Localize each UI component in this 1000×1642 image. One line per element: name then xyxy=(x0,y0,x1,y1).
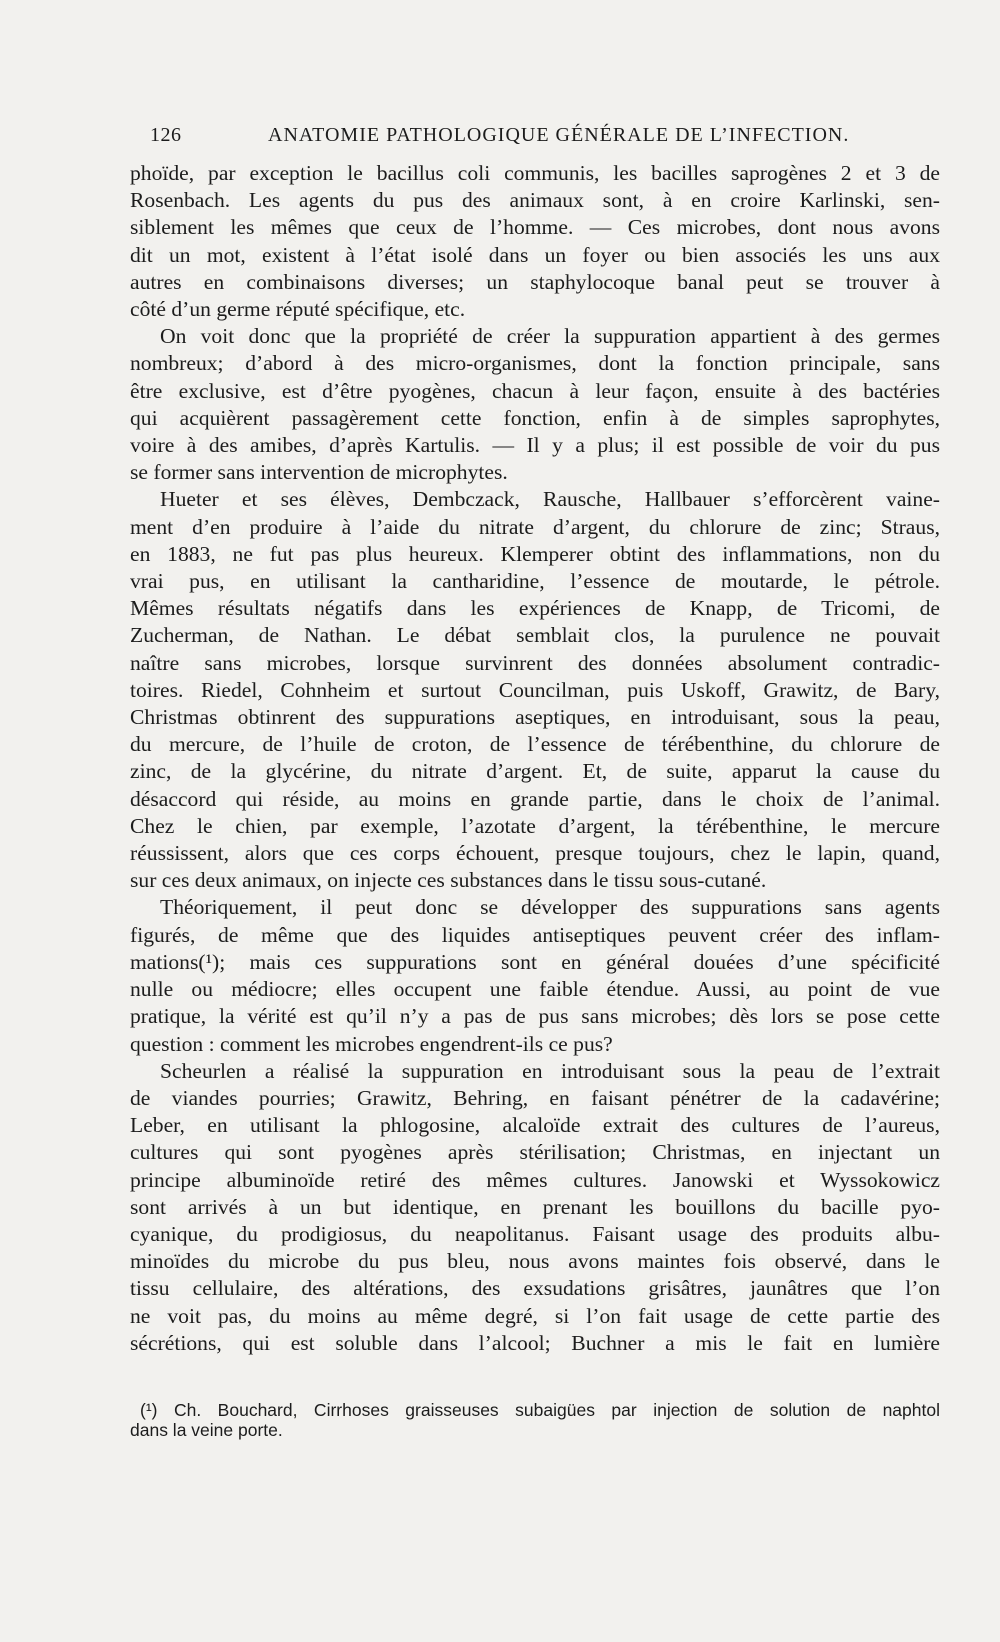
text-line: Christmas obtinrent des suppurations aseptiques, en introduisant, sous la peau, xyxy=(130,705,940,730)
running-title: ANATOMIE PATHOLOGIQUE GÉNÉRALE DE L’INFECTION. xyxy=(268,124,850,146)
text-line: On voit donc que la propriété de créer la suppuration appartient à des germes xyxy=(160,324,940,349)
text-line: siblement les mêmes que ceux de l’homme. — Ces microbes, dont nous avons xyxy=(130,215,940,240)
text-line: phoïde, par exception le bacillus coli communis, les bacilles saprogènes 2 et 3 de xyxy=(130,161,940,185)
page-number: 126 xyxy=(150,124,182,146)
text-line: principe albuminoïde retiré des mêmes cultures. Janowski et Wyssokowicz xyxy=(130,1167,940,1192)
text-line: figurés, de même que des liquides antiseptiques peuvent créer des inflam- xyxy=(130,922,940,947)
text-line: cyanique, du prodigiosus, du neapolitanus. Faisant usage des produits albu- xyxy=(130,1221,940,1246)
text-line: minoïdes du microbe du pus bleu, nous avons maintes fois observé, dans le xyxy=(130,1249,940,1274)
body-text xyxy=(130,160,940,1357)
footnote xyxy=(130,1400,940,1440)
text-line: naître sans microbes, lorsque survinrent des données absolument contradic- xyxy=(130,650,940,675)
text-line: Scheurlen a réalisé la suppuration en introduisant sous la peau de l’extrait xyxy=(160,1058,940,1083)
text-line: désaccord qui réside, au moins en grande partie, dans le choix de l’animal. xyxy=(130,786,940,811)
text-line: qui acquièrent passagèrement cette fonction, enfin à de simples saprophytes, xyxy=(130,405,940,430)
text-line: Leber, en utilisant la phlogosine, alcaloïde extrait des cultures de l’aureus, xyxy=(130,1113,940,1138)
text-line: du mercure, de l’huile de croton, de l’essence de térébenthine, du chlorure de xyxy=(130,732,940,757)
text-line: zinc, de la glycérine, du nitrate d’argent. Et, de suite, apparut la cause du xyxy=(130,759,940,784)
text-line: voire à des amibes, d’après Kartulis. — Il y a plus; il est possible de voir du pus xyxy=(130,433,940,458)
text-line: question : comment les microbes engendrent-ils ce pus? xyxy=(130,1031,613,1056)
text-line: côté d’un germe réputé spécifique, etc. xyxy=(130,297,466,322)
text-line: de viandes pourries; Grawitz, Behring, en faisant pénétrer de la cadavérine; xyxy=(130,1085,940,1110)
text-line: toires. Riedel, Cohnheim et surtout Councilman, puis Uskoff, Grawitz, de Bary, xyxy=(130,677,940,702)
text-line: être exclusive, est d’être pyogènes, chacun à leur façon, ensuite à des bactéries xyxy=(130,378,940,403)
text-line: ne voit pas, du moins au même degré, si l’on fait usage de cette partie des xyxy=(130,1303,940,1328)
text-line: mations(¹); mais ces suppurations sont en général douées d’une spécificité xyxy=(130,949,940,974)
text-line: Mêmes résultats négatifs dans les expériences de Knapp, de Tricomi, de xyxy=(130,596,940,621)
text-line: pratique, la vérité est qu’il n’y a pas de pus sans microbes; dès lors se pose cette xyxy=(130,1004,940,1029)
text-line: Hueter et ses élèves, Dembczack, Rausche, Hallbauer s’efforcèrent vaine- xyxy=(160,487,940,512)
text-line: Théoriquement, il peut donc se développer des suppurations sans agents xyxy=(160,895,940,920)
text-line: réussissent, alors que ces corps échouent, presque toujours, chez le lapin, quand, xyxy=(130,841,940,866)
text-line: ment d’en produire à l’aide du nitrate d’argent, du chlorure de zinc; Straus, xyxy=(130,514,940,539)
text-line: dit un mot, existent à l’état isolé dans un foyer ou bien associés les uns aux xyxy=(130,242,940,267)
footnote-line: dans la veine porte. xyxy=(130,1420,283,1440)
text-line: Rosenbach. Les agents du pus des animaux sont, à en croire Karlinski, sen- xyxy=(130,188,940,213)
text-line: Zucherman, de Nathan. Le débat semblait clos, la purulence ne pouvait xyxy=(130,623,940,648)
text-line: Chez le chien, par exemple, l’azotate d’argent, la térébenthine, le mercure xyxy=(130,813,940,838)
text-line: sont arrivés à un but identique, en prenant les bouillons du bacille pyo- xyxy=(130,1194,940,1219)
text-line: sécrétions, qui est soluble dans l’alcool; Buchner a mis le fait en lumière xyxy=(130,1330,940,1355)
footnote-line: (¹) Ch. Bouchard, Cirrhoses graisseuses subaigües par injection de solution de naphtol xyxy=(140,1400,940,1420)
text-line: nulle ou médiocre; elles occupent une faible étendue. Aussi, au point de vue xyxy=(130,977,940,1002)
text-line: nombreux; d’abord à des micro-organismes, dont la fonction principale, sans xyxy=(130,351,940,376)
text-line: tissu cellulaire, des altérations, des exsudations grisâtres, jaunâtres que l’on xyxy=(130,1276,940,1301)
text-line: vrai pus, en utilisant la cantharidine, l’essence de moutarde, le pétrole. xyxy=(130,569,940,594)
text-line: se former sans intervention de microphytes. xyxy=(130,460,508,485)
text-line: cultures qui sont pyogènes après stérilisation; Christmas, en injectant un xyxy=(130,1140,940,1165)
text-line: autres en combinaisons diverses; un staphylocoque banal peut se trouver à xyxy=(130,269,940,294)
text-line: sur ces deux animaux, on injecte ces substances dans le tissu sous-cutané. xyxy=(130,868,767,893)
text-line: en 1883, ne fut pas plus heureux. Klemperer obtint des inflammations, non du xyxy=(130,541,940,566)
